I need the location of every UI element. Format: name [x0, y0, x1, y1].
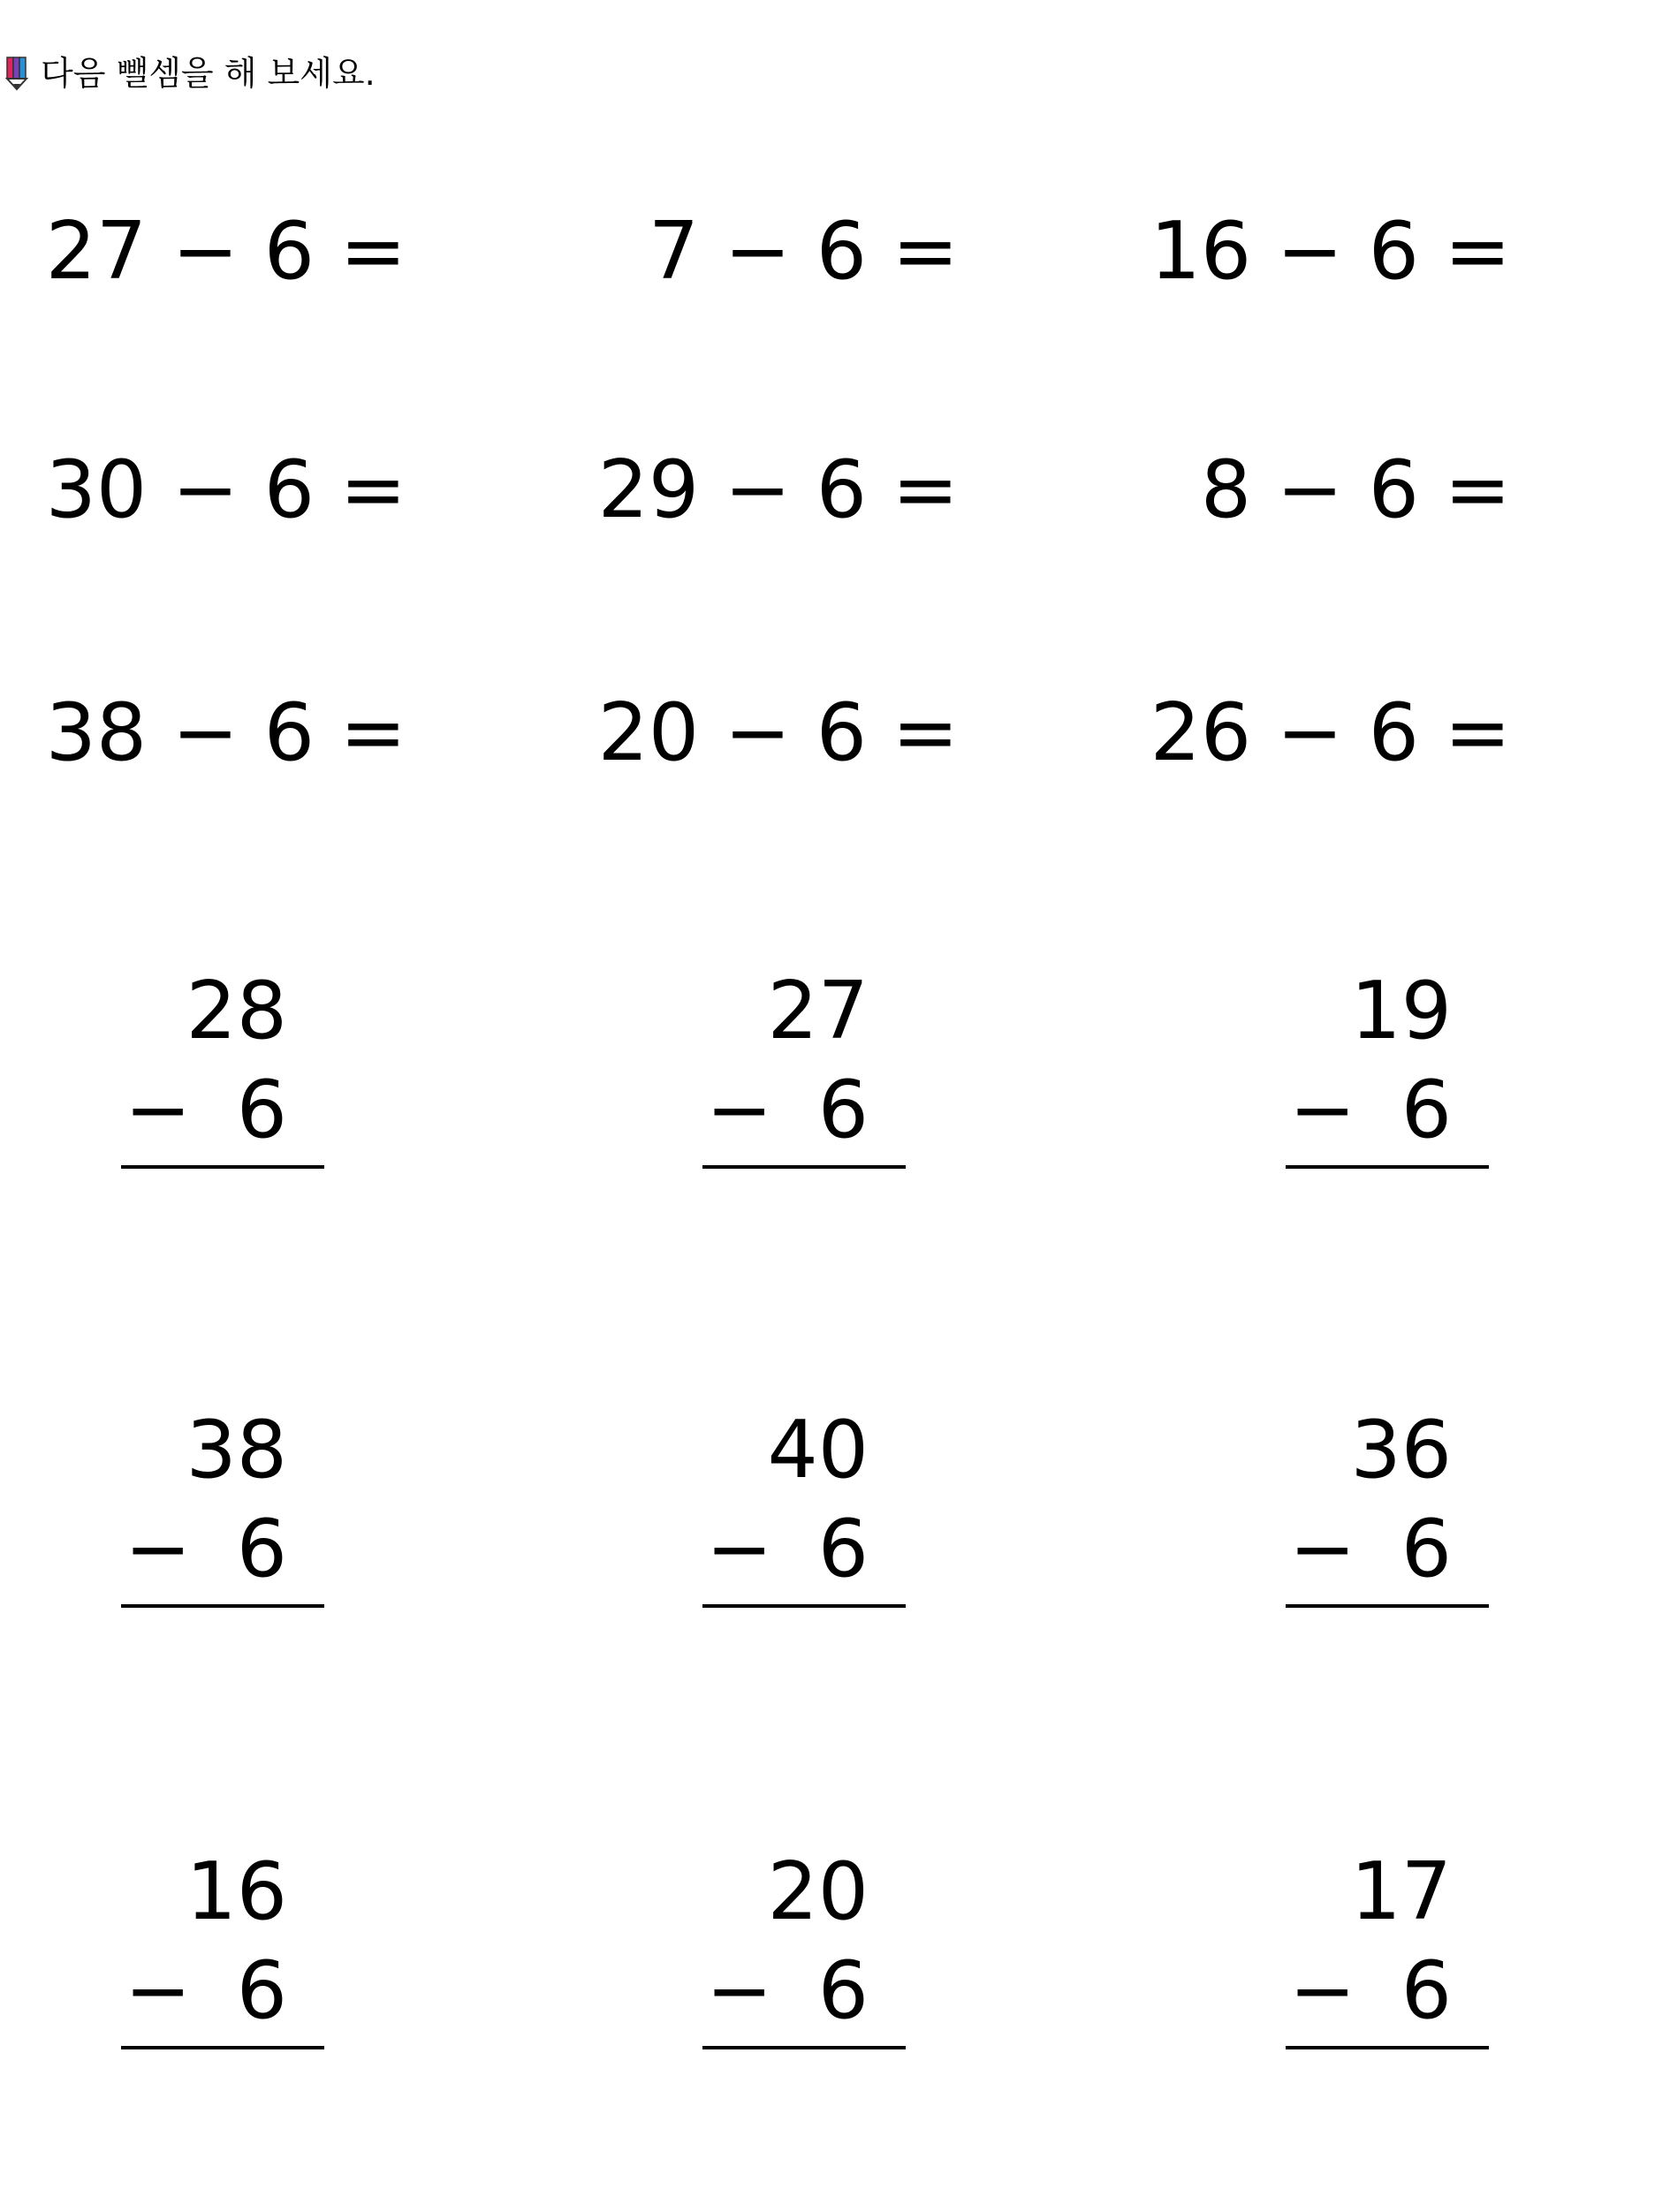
- vertical-problem: [702, 1406, 906, 1627]
- vertical-problem: [1286, 967, 1489, 1188]
- answer-line: [702, 2046, 906, 2049]
- instruction-text: 다음 뺄셈을 해 보세요.: [41, 54, 376, 93]
- minus-sign: −: [1289, 1503, 1356, 1595]
- minuend: 36: [1350, 1404, 1452, 1496]
- minuend: 17: [1350, 1845, 1452, 1938]
- vertical-problem: [1286, 1406, 1489, 1627]
- minuend: 27: [767, 965, 869, 1057]
- subtrahend: 6: [236, 1944, 287, 2037]
- answer-line: [702, 1165, 906, 1169]
- horizontal-problem: 7 − 6 =: [648, 205, 959, 298]
- answer-line: [1286, 1604, 1489, 1608]
- minuend: 20: [767, 1845, 869, 1938]
- horizontal-problem: 26 − 6 =: [1150, 686, 1511, 779]
- horizontal-problem: 30 − 6 =: [45, 443, 406, 536]
- answer-line: [702, 1604, 906, 1608]
- answer-line: [121, 1165, 324, 1169]
- answer-line: [121, 2046, 324, 2049]
- vertical-problem: [702, 967, 906, 1188]
- horizontal-problem: 16 − 6 =: [1150, 205, 1511, 298]
- minuend: 28: [186, 965, 287, 1057]
- pencil-icon: [5, 56, 28, 91]
- minuend: 16: [186, 1845, 287, 1938]
- minus-sign: −: [1289, 1944, 1356, 2037]
- subtrahend: 6: [236, 1503, 287, 1595]
- answer-line: [121, 1604, 324, 1608]
- subtrahend: 6: [1401, 1064, 1452, 1156]
- minus-sign: −: [706, 1503, 773, 1595]
- subtrahend: 6: [236, 1064, 287, 1156]
- minuend: 38: [186, 1404, 287, 1496]
- vertical-problem: [702, 1845, 906, 2069]
- vertical-problem: [1286, 1845, 1489, 2069]
- vertical-problem: [121, 967, 324, 1188]
- minus-sign: −: [706, 1944, 773, 2037]
- subtrahend: 6: [1401, 1503, 1452, 1595]
- instruction: [5, 51, 376, 95]
- minus-sign: −: [706, 1064, 773, 1156]
- subtrahend: 6: [1401, 1944, 1452, 2037]
- horizontal-problem: 20 − 6 =: [597, 686, 959, 779]
- minus-sign: −: [1289, 1064, 1356, 1156]
- answer-line: [1286, 2046, 1489, 2049]
- horizontal-problem: 38 − 6 =: [45, 686, 406, 779]
- subtrahend: 6: [817, 1064, 869, 1156]
- subtrahend: 6: [817, 1503, 869, 1595]
- minus-sign: −: [125, 1944, 192, 2037]
- vertical-problem: [121, 1406, 324, 1627]
- minuend: 40: [767, 1404, 869, 1496]
- minuend: 19: [1350, 965, 1452, 1057]
- subtrahend: 6: [817, 1944, 869, 2037]
- minus-sign: −: [125, 1064, 192, 1156]
- vertical-problem: [121, 1845, 324, 2069]
- horizontal-problem: 8 − 6 =: [1200, 443, 1511, 536]
- minus-sign: −: [125, 1503, 192, 1595]
- answer-line: [1286, 1165, 1489, 1169]
- horizontal-problem: 29 − 6 =: [597, 443, 959, 536]
- horizontal-problem: 27 − 6 =: [45, 205, 406, 298]
